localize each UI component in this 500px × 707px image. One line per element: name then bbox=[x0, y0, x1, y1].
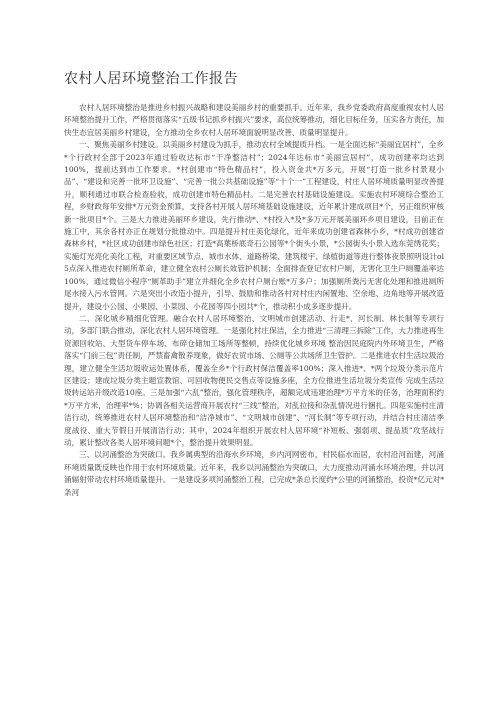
paragraph-section-1: 一、聚焦美丽乡村建设。以美丽乡村建设为抓手，推动农村全域提质升档。一是全面达标“美丽宜居村”，全乡*个行政村全部于2023年通过验收达标市“干净整洁村”；2024年达标市“美丽宜居村”，成功创建率均达到100%，提前达到市工作要求。*村创建市“特色精品村”，投入资金共*万多元，开展“打造一批乡村景观小品”、“建设和完善一批环卫设施”、“完善一批公共基础设施”等“十个一”工程建设，村庄人居环境质量明显改善提升，顺利通过市联合检查验收，成功创建市特色精品村。二是完善农村基础设施建设。实施农村环境综合整治工程，乡财政每年安排*万元资金预算，支持各村开展人居环境基础设施建设，近年累计建成项目*个，另正组织审核新一批项目*个。三是大力推进美丽环乡建设，先行推动*、*村投入*及*多万元开展美丽环乡项目建设，目前正在施工中，其余各村亦正在规划分批推动中。四是提升村庄美化绿化，近年来成功创建省森林小乡，*村成功创建省森林乡村，*社区成功创建市绿色社区；打造*高葉桥底奇石公园等*个街头小景，*公园街头小景入选东莞绣花奖；实施灯光亮化美化工程，对重要区域节点、城市水体、道路桥梁、建筑楼宇、绿植街道等进行整体夜景照明设计ol 5点深入推进农村厕所革命，建立健全农村公厕长效管护机制；全面排查登记农村户厕，无害化卫生户厕覆盖率达100%，通过微信小程序“厕革助手”建立并细化全乡农村户厕台账*万多户；加强厕所粪污无害化处理和推进厕所尾水接入污水管网。六是突出小改造小提升，引导、鼓励和推动各村对村庄内闲置地、空余地、边角地等开展改造提升，建设小公园、小果园、小菜园、小花园等四小园共*个，推动积小成多逐步提升。 bbox=[64, 140, 444, 311]
document-body bbox=[64, 102, 444, 499]
paragraph-intro: 农村人居环境整治是推进乡村振兴战略和建设美丽乡村的重要抓手。近年来，我乡党委政府高度重视农村人居环境整治提升工作，严格贯彻落实“五级书记抓乡村振兴”要求，高位统筹推动，细化目标任务，压实各方责任，加快生态宜居美丽乡村建设，全方推动全乡农村人居环境面貌明显改善、质量明显提升。 bbox=[64, 103, 444, 137]
paragraph-section-3: 三、以河涌整治为突破口。我乡属典型的沿海水乡环境，乡内河网密布，村民临水而居，农村沿河而建，河涌环境质量既反映也作用于农村环境质量。近年来，我乡以河涌整治为突破口，大力度推动河涌水环境治理，并以河涌辐射带动农村环境质量提升。一是建设多项河涌整治工程，已完成*条总长度约*公里的河涌整治，投资*亿元对*条河 bbox=[64, 450, 444, 497]
document-title: 农村人居环境整治工作报告 bbox=[64, 71, 238, 87]
paragraph-section-2: 二、深化城乡精细化管理。融合农村人居环境整治、文明城市创建活动、行走*、河长制、林长制等专项行动，多部门联合推动，深化农村人居环境管理。一是强化村庄保洁，全力推进“三清理三拆除”工作，大力推进再生资源回收站、大型货车停车场、布碎仓储加工场所等整顿，持续优化城乡环境 整治因民庭院内外环境卫生，严格落实“门前三包”责任制，严禁畜禽散养现象，做好农贸市场、公厕等公共场所卫生管护。二是推进农村生活垃圾治理，建立健全生活垃圾收运处置体系，覆盖全乡*个行政村保洁覆盖率100%；深入推进*、*两个垃圾分类示范片区建设；建成垃圾分类主题宣教馆、可回收物便民交售点等设施多座，全方位推进生活垃圾分类宣传 完成生活垃圾转运站升级改造10座。三是加强“六乱”整治，强化管理秩序，超额完成违建治理*万平方米的任务，治理面积约*万平方米，治理率*%；协调各相关运营商开展农村“三线”整治，对乱拉接和杂乱情况进行捆扎。四是实施村庄清洁行动，统筹推进农村人居环境整治和“洁净城市”、“文明城市创建”、“河长制”等专项行动，并结合村庄清洁季度战役、重大节假日开展清洁行动；其中，2024年组织开展农村人居环境“补短板、强弱项、提品质”攻坚战行动，累计整改各类人居环境问题*个，整治提升效果明显。 bbox=[64, 313, 444, 447]
